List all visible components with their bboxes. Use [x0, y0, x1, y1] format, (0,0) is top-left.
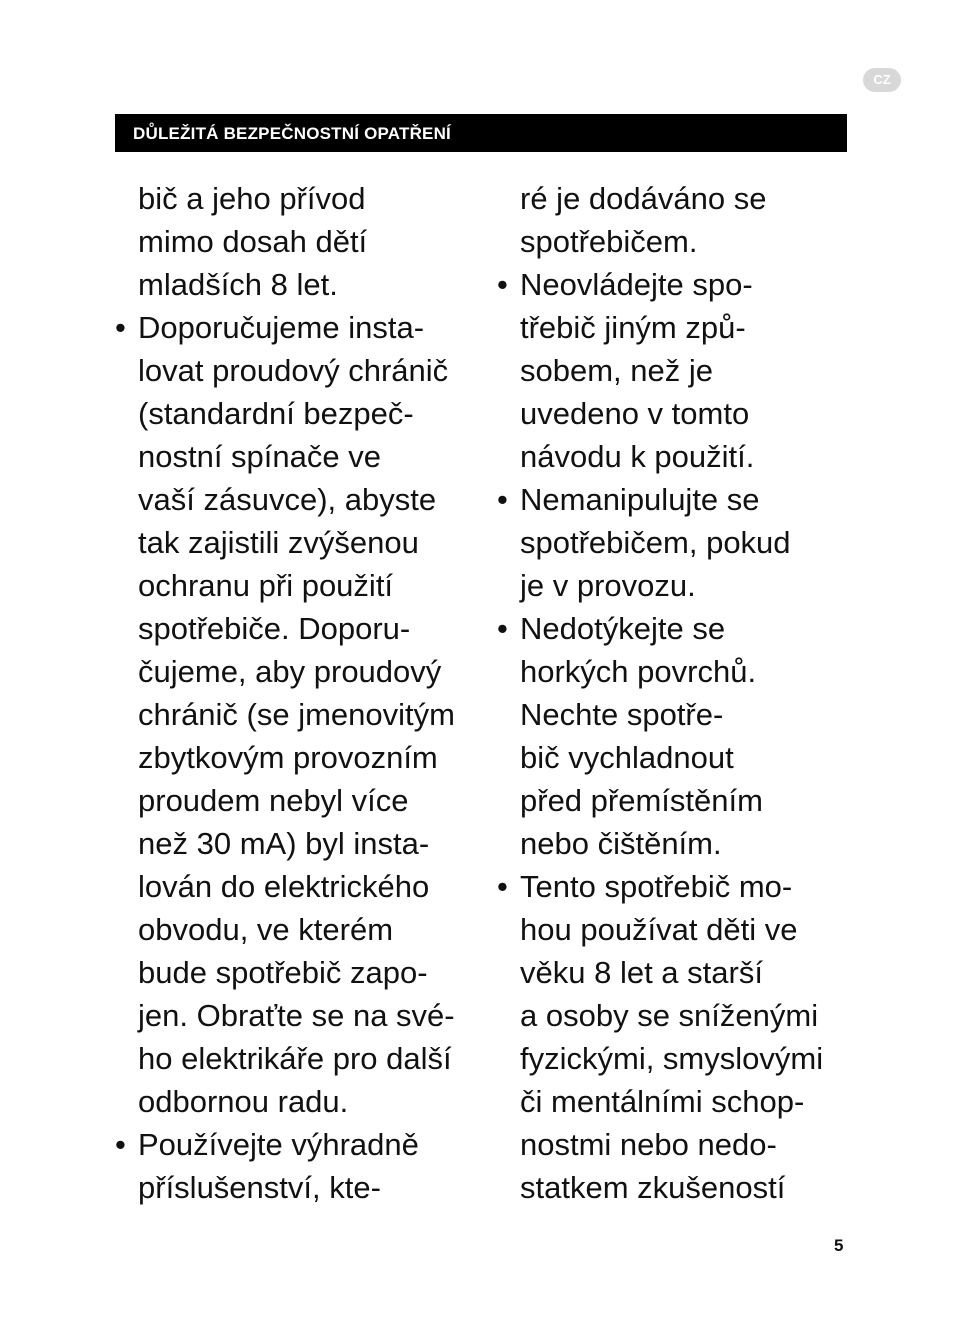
line-text: spotřebičem, pokud: [520, 525, 791, 560]
text-line: [497, 1166, 847, 1209]
text-line: [497, 220, 847, 263]
line-text: horkých povrchů.: [520, 654, 757, 689]
line-text: uvedeno v tomto: [520, 396, 750, 431]
line-text: Doporučujeme insta-: [138, 310, 425, 345]
line-text: Tento spotřebič mo-: [520, 869, 793, 904]
text-line: [115, 1037, 475, 1080]
text-line: [497, 177, 847, 220]
text-line: [115, 951, 475, 994]
line-text: je v provozu.: [520, 568, 696, 603]
line-text: či mentálními schop-: [520, 1084, 805, 1119]
bullet-icon: •: [497, 267, 508, 302]
text-line: [115, 263, 475, 306]
text-line: [497, 349, 847, 392]
text-line: [497, 650, 847, 693]
line-text: Nemanipulujte se: [520, 482, 760, 517]
line-text: nostmi nebo nedo-: [520, 1127, 777, 1162]
text-line: [115, 908, 475, 951]
bullet-icon: •: [497, 611, 508, 646]
text-line: [497, 1080, 847, 1123]
line-text: Používejte výhradně: [138, 1127, 419, 1162]
page-number: 5: [834, 1236, 844, 1255]
line-text: nebo čištěním.: [520, 826, 722, 861]
bullet-item-line: [115, 1123, 475, 1166]
text-line: [115, 1166, 475, 1209]
text-line: [497, 1037, 847, 1080]
text-line: [115, 736, 475, 779]
right-text-column: [497, 177, 847, 1209]
text-line: [497, 951, 847, 994]
line-text: spotřebiče. Doporu-: [138, 611, 411, 646]
section-header: [115, 114, 847, 152]
line-text: (standardní bezpeč-: [138, 396, 414, 431]
line-text: Nechte spotře-: [520, 697, 724, 732]
line-text: ochranu při použití: [138, 568, 394, 603]
line-text: ho elektrikáře pro další: [138, 1041, 452, 1076]
line-text: a osoby se sníženými: [520, 998, 819, 1033]
language-badge: CZ: [863, 68, 901, 92]
text-line: [497, 693, 847, 736]
bullet-item-line: [497, 865, 847, 908]
line-text: lován do elektrického: [138, 869, 430, 904]
line-text: návodu k použití.: [520, 439, 755, 474]
bullet-item-line: [497, 478, 847, 521]
line-text: tak zajistili zvýšenou: [138, 525, 419, 560]
section-title: DŮLEŽITÁ BEZPEČNOSTNÍ OPATŘENÍ: [133, 124, 451, 143]
line-text: zbytkovým provozním: [138, 740, 438, 775]
line-text: vaší zásuvce), abyste: [138, 482, 437, 517]
text-line: [497, 779, 847, 822]
line-text: čujeme, aby proudový: [138, 654, 442, 689]
text-line: [115, 220, 475, 263]
text-line: [497, 1123, 847, 1166]
text-line: [497, 994, 847, 1037]
line-text: příslušenství, kte-: [138, 1170, 381, 1205]
bullet-item-line: [115, 306, 475, 349]
line-text: před přemístěním: [520, 783, 763, 818]
line-text: statkem zkušeností: [520, 1170, 786, 1205]
line-text: hou používat děti ve: [520, 912, 798, 947]
line-text: proudem nebyl více: [138, 783, 409, 818]
text-line: [115, 349, 475, 392]
text-line: [115, 521, 475, 564]
line-text: obvodu, ve kterém: [138, 912, 394, 947]
line-text: fyzickými, smyslovými: [520, 1041, 824, 1076]
bullet-icon: •: [497, 482, 508, 517]
text-line: [115, 865, 475, 908]
text-line: [115, 1080, 475, 1123]
text-line: [115, 822, 475, 865]
text-line: [115, 177, 475, 220]
bullet-icon: •: [115, 310, 126, 345]
line-text: ré je dodáváno se: [520, 181, 767, 216]
text-line: [497, 564, 847, 607]
line-text: jen. Obraťte se na své-: [138, 998, 455, 1033]
text-line: [497, 908, 847, 951]
bullet-item-line: [497, 263, 847, 306]
line-text: odbornou radu.: [138, 1084, 349, 1119]
text-line: [115, 779, 475, 822]
line-text: chránič (se jmenovitým: [138, 697, 455, 732]
text-line: [115, 478, 475, 521]
line-text: mimo dosah dětí: [138, 224, 368, 259]
text-line: [115, 650, 475, 693]
text-line: [115, 607, 475, 650]
line-text: třebič jiným způ-: [520, 310, 746, 345]
line-text: bude spotřebič zapo-: [138, 955, 428, 990]
bullet-icon: •: [497, 869, 508, 904]
text-line: [497, 392, 847, 435]
text-line: [497, 435, 847, 478]
text-line: [115, 994, 475, 1037]
text-line: [115, 564, 475, 607]
text-line: [497, 822, 847, 865]
left-text-column: [115, 177, 475, 1209]
text-line: [497, 736, 847, 779]
line-text: než 30 mA) byl insta-: [138, 826, 430, 861]
text-line: [115, 435, 475, 478]
line-text: nostní spínače ve: [138, 439, 381, 474]
text-line: [115, 693, 475, 736]
text-line: [497, 521, 847, 564]
text-line: [497, 306, 847, 349]
bullet-icon: •: [115, 1127, 126, 1162]
bullet-item-line: [497, 607, 847, 650]
line-text: sobem, než je: [520, 353, 713, 388]
text-line: [115, 392, 475, 435]
line-text: Nedotýkejte se: [520, 611, 726, 646]
line-text: bič a jeho přívod: [138, 181, 366, 216]
line-text: lovat proudový chránič: [138, 353, 449, 388]
line-text: věku 8 let a starší: [520, 955, 763, 990]
line-text: bič vychladnout: [520, 740, 734, 775]
line-text: Neovládejte spo-: [520, 267, 753, 302]
line-text: spotřebičem.: [520, 224, 698, 259]
line-text: mladších 8 let.: [138, 267, 338, 302]
